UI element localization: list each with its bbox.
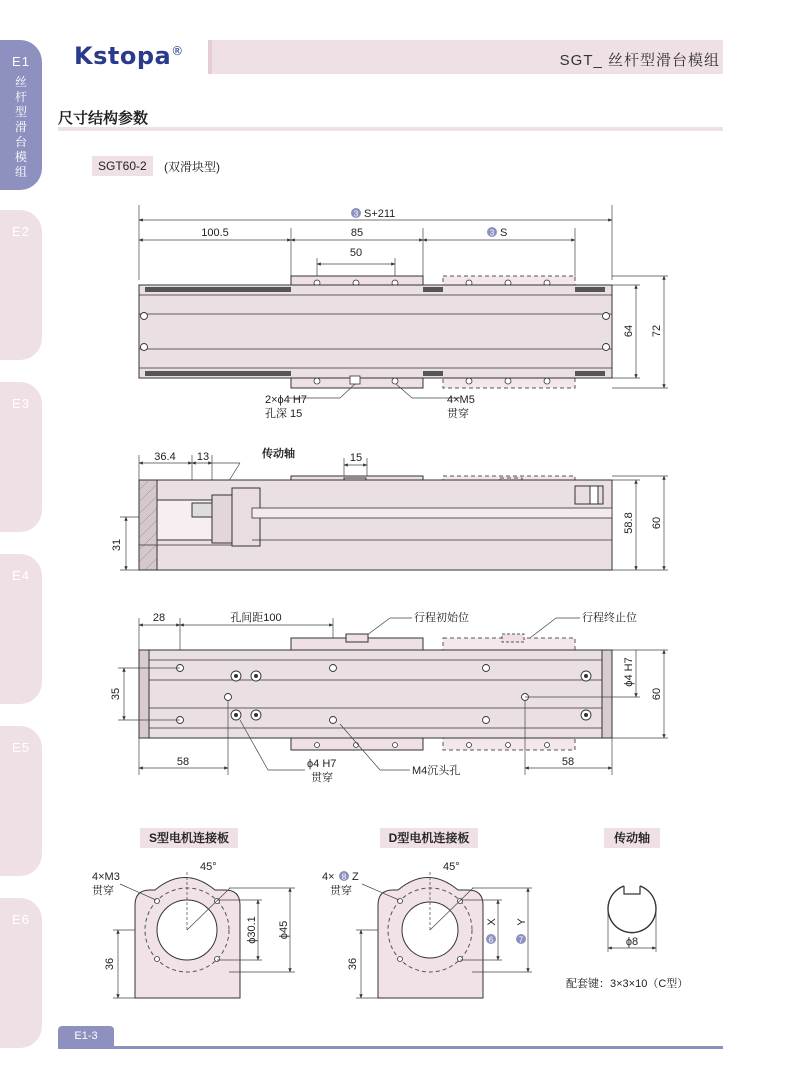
- dim-side-c: 15: [349, 452, 363, 464]
- page-title: SGT_ 丝杆型滑台模组: [559, 52, 720, 69]
- side-tab-label: 丝杆型滑台模组: [14, 75, 27, 179]
- dim-side-b: 13: [196, 451, 210, 463]
- side-tab-code: E4: [12, 568, 30, 583]
- logo-text: Kstopa: [74, 42, 172, 70]
- shaft-diameter: ϕ8: [625, 936, 639, 948]
- note-thread-holes: 4×M5: [447, 394, 475, 406]
- dim-bottom-35: 35: [110, 687, 122, 701]
- ref-number: 6: [488, 935, 494, 945]
- plate-s-title: S型电机连接板: [148, 831, 230, 845]
- dim-bottom-height: 60: [651, 687, 663, 701]
- note-bottom-pin: ϕ4 H7: [307, 758, 337, 770]
- plate-s-d1: ϕ30.1: [246, 916, 258, 944]
- section-title: 尺寸结构参数: [58, 110, 149, 127]
- dim-stroke: S: [500, 227, 508, 239]
- plate-s-angle: 45°: [200, 861, 217, 873]
- plate-d-holes: 4×: [322, 871, 335, 883]
- dim-bottom-end-left: 58: [176, 756, 190, 768]
- plate-s-holes: 4×M3: [92, 871, 120, 883]
- label-stroke-end: 行程终止位: [582, 612, 637, 624]
- note-bottom-through: 贯穿: [311, 772, 333, 784]
- top-view: [139, 205, 668, 420]
- model-tag: SGT60-2: [92, 156, 153, 176]
- shaft-section: [608, 886, 656, 933]
- plate-d-y: Y: [516, 918, 528, 926]
- plate-d-holes-z: Z: [352, 871, 359, 883]
- dim-slider: 85: [350, 227, 364, 239]
- dim-pin-hole: ϕ4 H7: [623, 657, 635, 687]
- dim-width-outer: 72: [651, 324, 663, 338]
- note-thread-through: 贯穿: [447, 408, 469, 420]
- bottom-view: [110, 610, 668, 784]
- note-pin-depth: 孔深 15: [265, 408, 303, 420]
- side-tab-code: E1: [12, 54, 30, 69]
- footer-divider: [58, 1046, 723, 1049]
- plate-d-through: 贯穿: [330, 885, 352, 897]
- model-note: (双滑块型): [164, 160, 220, 174]
- dim-hole-pitch: 50: [349, 247, 363, 259]
- plate-d-height: 36: [347, 957, 359, 971]
- note-pin-holes: 2×ϕ4 H7: [265, 394, 307, 406]
- motor-plates: [92, 828, 688, 998]
- dim-bottom-end-right: 58: [561, 756, 575, 768]
- label-stroke-start: 行程初始位: [414, 612, 469, 624]
- side-tab-code: E3: [12, 396, 30, 411]
- plate-s-height: 36: [104, 957, 116, 971]
- key-note: 配套键：3×3×10（C型）: [566, 978, 689, 990]
- side-tab-code: E6: [12, 912, 30, 927]
- plate-d-x: X: [486, 918, 498, 926]
- shaft-title: 传动轴: [613, 831, 651, 845]
- dim-width-inner: 64: [623, 324, 635, 338]
- shaft-label: 传动轴: [262, 448, 295, 460]
- dim-height-outer: 60: [651, 516, 663, 530]
- note-countersink: M4沉头孔: [412, 765, 461, 777]
- plate-s-d2: ϕ45: [278, 920, 290, 940]
- side-tab-code: E2: [12, 224, 30, 239]
- side-view: [111, 446, 668, 570]
- page-number: E1-3: [58, 1026, 114, 1046]
- dim-side-a: 36.4: [154, 451, 176, 463]
- plate-d-angle: 45°: [443, 861, 460, 873]
- ref-number: 7: [518, 935, 524, 945]
- dim-shaft-height: 31: [111, 538, 123, 552]
- dim-left: 100.5: [201, 227, 229, 239]
- plate-s-through: 贯穿: [92, 885, 114, 897]
- side-tab-code: E5: [12, 740, 30, 755]
- logo-mark: ®: [171, 44, 184, 58]
- ref-number: 8: [341, 872, 347, 882]
- dim-height-inner: 58.8: [623, 512, 635, 534]
- dim-bottom-left: 28: [152, 612, 166, 624]
- dim-bottom-pitch: 孔间距100: [230, 612, 282, 624]
- ref-number: 3: [489, 228, 495, 238]
- ref-number: 3: [353, 209, 359, 219]
- plate-d-title: D型电机连接板: [388, 831, 470, 845]
- dim-overall: S+211: [364, 208, 396, 220]
